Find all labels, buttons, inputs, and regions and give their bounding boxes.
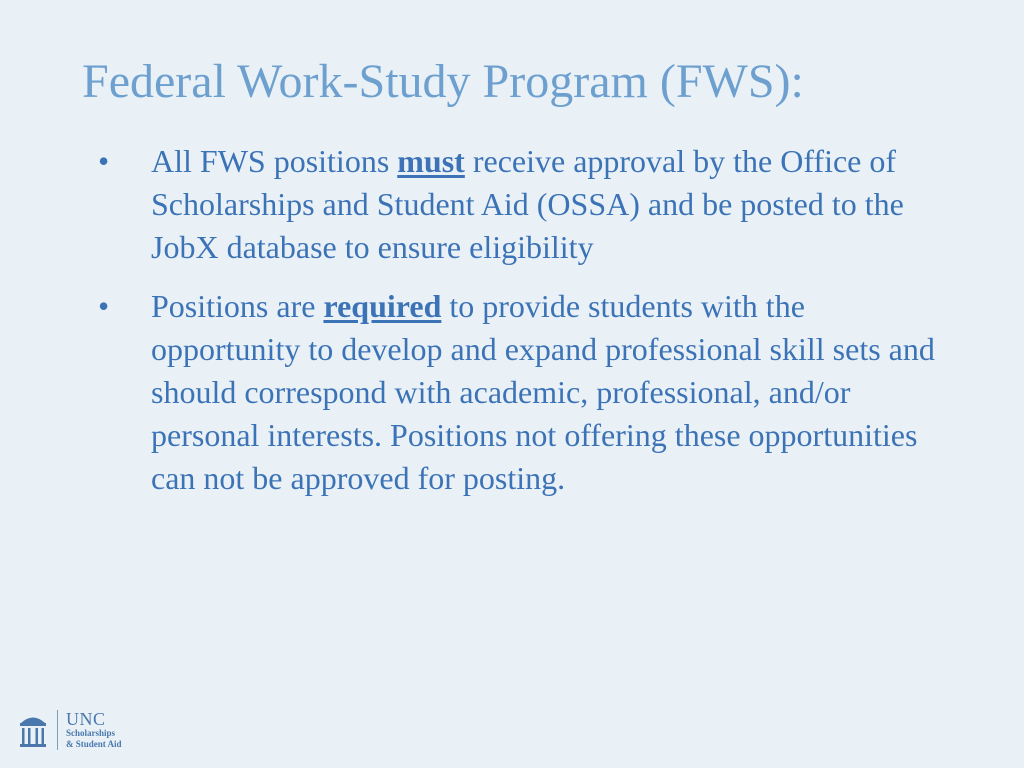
logo-line-2: & Student Aid [66,739,122,749]
logo-divider [57,710,58,750]
bullet-emphasis-must: must [397,143,465,179]
logo-name: UNC [66,709,106,729]
bullet-marker: • [98,143,110,179]
bullet-marker: • [98,288,110,324]
old-well-icon [18,710,48,750]
bullet-list [0,140,951,516]
bullet-emphasis-required: required [323,288,442,324]
bullet-item-approval [0,140,951,269]
logo-text [66,710,122,750]
logo-line-1: Scholarships [66,728,116,738]
bullet-text-start: All FWS positions [151,143,398,179]
bullet-text-start: Positions are [151,288,324,324]
slide-title: Federal Work-Study Program (FWS): [82,55,804,108]
bullet-item-requirements [0,285,951,500]
bullet-text-end: to provide students with the opportunity to develop and expand professional skill sets and should correspond with academic, professional, and/or personal interests. Positions not offering these opportunities can not be approved for posting. [151,288,935,496]
unc-logo [18,708,122,752]
bullet-text-end: receive approval by the Office of Scholarships and Student Aid (OSSA) and be posted to the JobX database to ensure eligibility [151,143,904,265]
